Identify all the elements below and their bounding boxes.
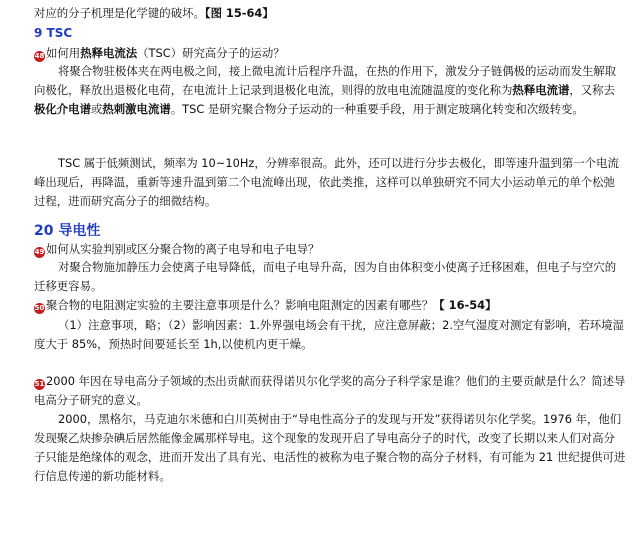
question-keyword: 热释电流法	[80, 46, 138, 60]
answer-keyword: 极化介电谱	[34, 102, 91, 116]
question-text: 聚合物的电阻测定实验的主要注意事项是什么？影响电阻测定的因素有哪些？	[46, 298, 434, 312]
figure-reference: 【图 15-64】	[204, 6, 274, 20]
question-reference: 【 16-54】	[433, 298, 497, 312]
section-heading-conductivity: 20 导电性	[34, 223, 101, 239]
question-ionic-electronic	[34, 240, 626, 259]
section-heading-tsc: 9 TSC	[34, 26, 73, 40]
answer-paragraph-ionic: 对聚合物施加静压力会使离子电导降低，而电子电导升高，因为自由体积变小使离子迁移困难，但电子与空穴的迁移更容易。	[34, 260, 617, 293]
question-number-badge: 51	[34, 380, 45, 388]
answer-paragraph-tsc-2: TSC 属于低频测试，频率为 10~10Hz，分辨率很高。此外，还可以进行分步去极化，即等速升温到第一个电流峰出现后，再降温，重新等速升温到第二个电流峰出现，依此类推，这样可以单独研究不同大小运动单元的单个松弛过程，进而研究高分子的细微结构。	[34, 156, 619, 208]
answer-text: ，又称去	[569, 83, 615, 97]
question-tsc	[34, 44, 626, 63]
question-number-badge: 50	[34, 304, 45, 312]
question-number-badge: 49	[34, 248, 45, 256]
question-nobel	[34, 372, 626, 410]
intro-text: 对应的分子机理是化学键的破坏。	[34, 6, 205, 20]
question-text: 如何从实验判别或区分聚合物的离子电导和电子电导？	[46, 242, 320, 256]
answer-text: 或	[90, 102, 103, 116]
intro-line	[34, 4, 626, 23]
question-text: 2000 年因在导电高分子领域的杰出贡献而获得诺贝尔化学奖的高分子科学家是谁？他们的主要贡献是什么？简述导电高分子研究的意义。	[34, 374, 626, 407]
question-text-post: （TSC）研究高分子的运动？	[137, 46, 285, 60]
answer-paragraph-tsc-1	[34, 62, 626, 119]
question-number-badge: 48	[34, 52, 45, 60]
answer-keyword: 热释电流谱	[512, 83, 570, 97]
answer-paragraph-nobel: 2000，黑格尔，马克迪尔米德和白川英树由于“导电性高分子的发现与开发”获得诺贝尔化学奖。1976 年，他们发现聚乙炔掺杂碘后居然能像金属那样导电。这个现象的发现开启了导电高分子的时代，改变了长期以来人们对高分子只能是绝缘体的观念，进而开发出了具有光、电活性的被称为电子聚合物的高分子材料，有可能为 21 世纪提供可进行信息传递的新功能材料。	[34, 412, 626, 483]
answer-text: 。TSC 是研究聚合物分子运动的一种重要手段，用于测定玻璃化转变和次级转变。	[170, 102, 584, 116]
answer-text: 将聚合物驻极体夹在两电极之间，接上微电流计后程序升温，在热的作用下，激发分子链偶极的运动而发生解取向极化，释放出退极化电荷，在电流计上记录到退极化电流，则得的放电电流随温度的变化称为	[34, 64, 617, 97]
question-resistance	[34, 296, 626, 315]
answer-keyword: 热刺激电流谱	[102, 102, 171, 116]
answer-paragraph-resistance: （1）注意事项，略；（2）影响因素：1.外界强电场会有干扰，应注意屏蔽；2.空气湿度对测定有影响，若环境湿度大于 85%，预热时间要延长至 1h,以使机内更干燥。	[34, 318, 624, 351]
question-text-pre: 如何用	[46, 46, 81, 60]
